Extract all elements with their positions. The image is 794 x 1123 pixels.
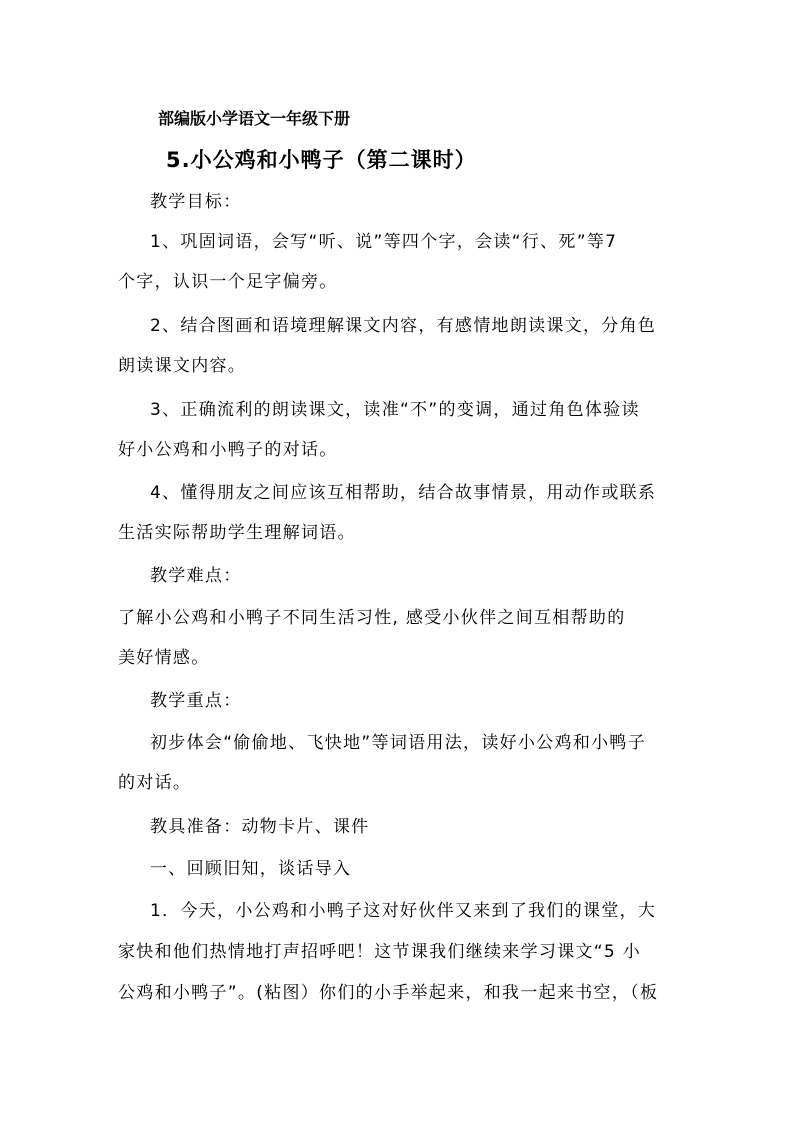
paragraph-line: 公鸡和小鸭子”。(粘图）你们的小手举起来，和我一起来书空，（板 <box>118 983 659 1003</box>
paragraph-line: 2、结合图画和语境理解课文内容，有感情地朗读课文，分角色 <box>150 316 657 336</box>
document-title: 5.小公鸡和小鸭子（第二课时） <box>166 148 477 172</box>
section-heading-part-one: 一、回顾旧知，谈话导入 <box>150 859 352 879</box>
document-subtitle: 部编版小学语文一年级下册 <box>158 109 351 128</box>
paragraph-line: 1．今天，小公鸡和小鸭子这对好伙伴又来到了我们的课堂，大 <box>150 901 657 921</box>
paragraph-line: 的对话。 <box>118 773 192 793</box>
section-heading-objectives: 教学目标： <box>150 192 242 212</box>
paragraph-line: 4、懂得朋友之间应该互相帮助，结合故事情景，用动作或联系 <box>150 483 657 503</box>
paragraph-line: 好小公鸡和小鸭子的对话。 <box>118 440 338 460</box>
section-heading-key-points: 教学重点： <box>150 691 242 711</box>
paragraph-line: 生活实际帮助学生理解词语。 <box>118 523 356 543</box>
paragraph-line: 1、巩固词语，会写“听、说”等四个字，会读“行、死”等7 <box>150 232 618 252</box>
section-heading-materials: 教具准备：动物卡片、课件 <box>150 817 370 837</box>
paragraph-line: 家快和他们热情地打声招呼吧！这节课我们继续来学习课文“5 小 <box>118 942 642 962</box>
paragraph-line: 初步体会“偷偷地、飞快地”等词语用法，读好小公鸡和小鸭子 <box>150 733 647 753</box>
paragraph-line: 朗读课文内容。 <box>118 356 247 376</box>
section-heading-difficulties: 教学难点： <box>150 566 242 586</box>
paragraph-line: 美好情感。 <box>118 648 210 668</box>
paragraph-line: 3、正确流利的朗读课文，读准“不”的变调，通过角色体验读 <box>150 400 640 420</box>
paragraph-line: 个字，认识一个足字偏旁。 <box>118 272 338 292</box>
paragraph-line: 了解小公鸡和小鸭子不同生活习性, 感受小伙伴之间互相帮助的 <box>118 608 626 628</box>
